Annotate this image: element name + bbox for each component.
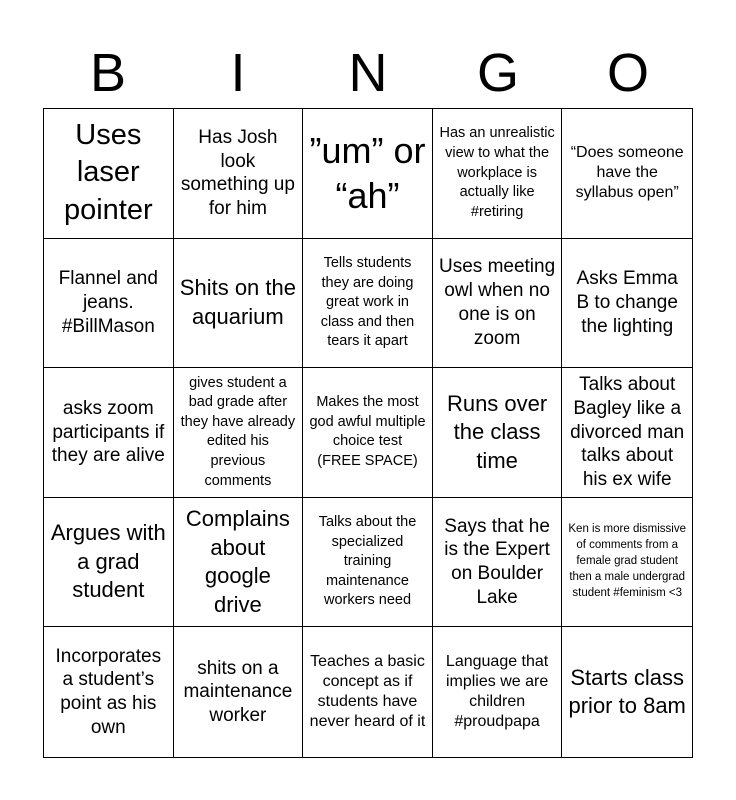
- bingo-cell-r1-c4[interactable]: Asks Emma B to change the lighting: [562, 239, 692, 369]
- bingo-cell-r3-c3[interactable]: Says that he is the Expert on Boulder Lake: [433, 498, 563, 628]
- bingo-cell-r0-c4[interactable]: “Does someone have the syllabus open”: [562, 109, 692, 239]
- bingo-cell-r0-c2[interactable]: ”um” or “ah”: [303, 109, 433, 239]
- bingo-cell-r1-c2[interactable]: Tells students they are doing great work in class and then tears it apart: [303, 239, 433, 369]
- bingo-cell-r3-c2[interactable]: Talks about the specialized training maintenance workers need: [303, 498, 433, 628]
- bingo-cell-r1-c3[interactable]: Uses meeting owl when no one is on zoom: [433, 239, 563, 369]
- bingo-cell-r0-c0[interactable]: Uses laser pointer: [44, 109, 174, 239]
- bingo-grid: [43, 108, 693, 758]
- bingo-cell-r0-c1[interactable]: Has Josh look something up for him: [174, 109, 304, 239]
- header-letter-o: O: [606, 43, 649, 103]
- header-letter-n: N: [348, 43, 388, 103]
- header-letter-b: B: [89, 43, 127, 103]
- bingo-header: [43, 38, 693, 108]
- bingo-cell-r4-c2[interactable]: Teaches a basic concept as if students have never heard of it: [303, 627, 433, 757]
- bingo-cell-r1-c1[interactable]: Shits on the aquarium: [174, 239, 304, 369]
- bingo-cell-r3-c1[interactable]: Complains about google drive: [174, 498, 304, 628]
- bingo-cell-r4-c3[interactable]: Language that implies we are children #proudpapa: [433, 627, 563, 757]
- bingo-cell-r4-c4[interactable]: Starts class prior to 8am: [568, 664, 686, 719]
- bingo-cell-r3-c0[interactable]: Argues with a grad student: [44, 498, 174, 628]
- bingo-cell-r2-c3[interactable]: Runs over the class time: [433, 368, 563, 498]
- bingo-cell-r4-c0[interactable]: Incorporates a student’s point as his own: [44, 627, 174, 757]
- bingo-cell-r2-c0[interactable]: asks zoom participants if they are alive: [44, 368, 174, 498]
- bingo-cell-r0-c3[interactable]: Has an unrealistic view to what the workplace is actually like #retiring: [433, 109, 563, 239]
- bingo-cell-r3-c4[interactable]: Ken is more dismissive of comments from a female grad student then a male undergrad student #feminism <3: [562, 498, 692, 628]
- bingo-cell-r2-c1[interactable]: gives student a bad grade after they have already edited his previous comments: [174, 368, 304, 498]
- bingo-cell-r2-c4[interactable]: Talks about Bagley like a divorced man talks about his ex wife: [562, 368, 692, 498]
- bingo-cell-r4-c1[interactable]: shits on a maintenance worker: [174, 627, 304, 757]
- header-letter-g: G: [476, 43, 519, 103]
- bingo-cell-r1-c0[interactable]: Flannel and jeans. #BillMason: [44, 239, 174, 369]
- header-letter-i: I: [230, 43, 246, 103]
- bingo-cell-r2-c2[interactable]: Makes the most god awful multiple choice test (FREE SPACE): [303, 368, 433, 498]
